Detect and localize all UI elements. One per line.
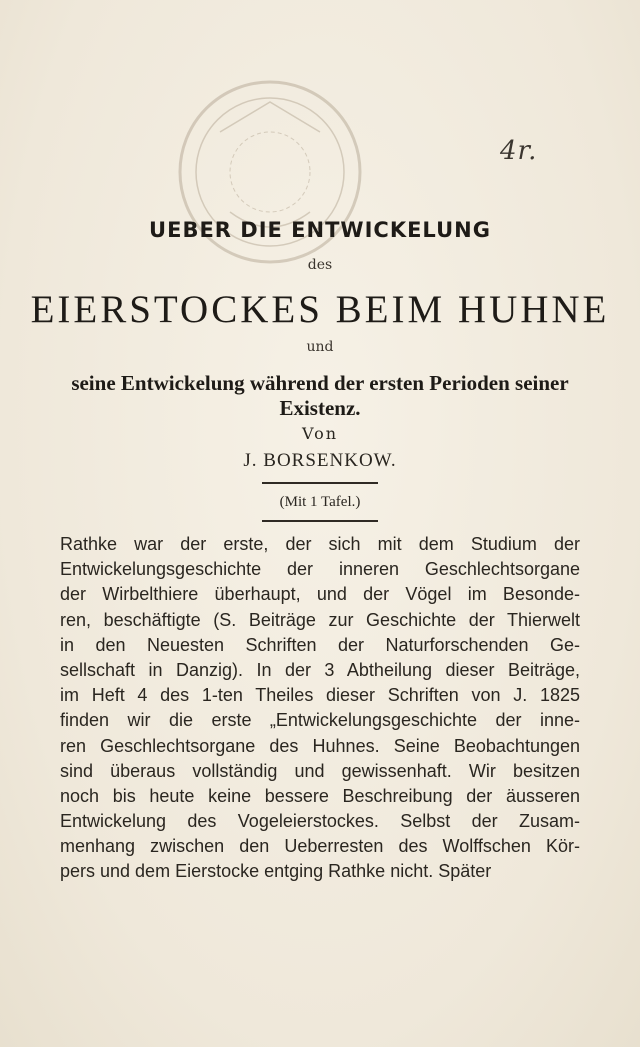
body-line: Entwickelung des Vogeleierstockes. Selbst der Zusam- [60,811,580,832]
title-des: des [307,257,333,273]
divider-rule-top [262,482,378,484]
von-label: Von [301,424,339,443]
body-line: in den Neuesten Schriften der Naturforschenden Ge- [60,634,580,655]
plate-note: (Mit 1 Tafel.) [279,494,361,510]
title-line-1: UEBER DIE ENTWICKELUNG [149,218,491,242]
marginal-handwritten-mark: 4r. [500,136,538,166]
body-line: sellschaft in Danzig). In der 3 Abtheilung dieser Beiträge, [60,659,580,680]
body-line: pers und dem Eierstocke entging Rathke nicht. Später [60,861,492,882]
body-line: noch bis heute keine bessere Beschreibung der äusseren [60,785,580,806]
divider-rule-bottom [262,520,378,522]
body-paragraph [60,532,580,885]
body-line: ren Geschlechtsorgane des Huhnes. Seine Beobachtungen [60,735,580,756]
library-stamp-icon [160,62,380,282]
title-und: und [306,339,334,355]
body-line: ren, beschäftigte (S. Beiträge zur Geschichte der Thierwelt [60,609,580,630]
body-line: finden wir die erste „Entwickelungsgeschichte der inne- [60,710,580,731]
body-line: der Wirbelthiere überhaupt, und der Vögel im Besonde- [60,584,580,605]
subtitle-line-2: Existenz. [279,396,361,420]
body-line: Entwickelungsgeschichte der inneren Geschlechtsorgane [60,559,580,580]
subtitle-line-1: seine Entwickelung während der ersten Perioden seiner [71,371,569,395]
body-line: sind überaus vollständig und gewissenhaft. Wir besitzen [60,760,580,781]
body-line: menhang zwischen den Ueberresten des Wolffschen Kör- [60,836,580,857]
main-title: EIERSTOCKES BEIM HUHNE [30,288,610,331]
body-line: im Heft 4 des 1-ten Theiles dieser Schriften von J. 1825 [60,685,580,706]
body-line: Rathke war der erste, der sich mit dem Studium der [60,534,580,554]
author-name: J. BORSENKOW. [243,450,397,471]
